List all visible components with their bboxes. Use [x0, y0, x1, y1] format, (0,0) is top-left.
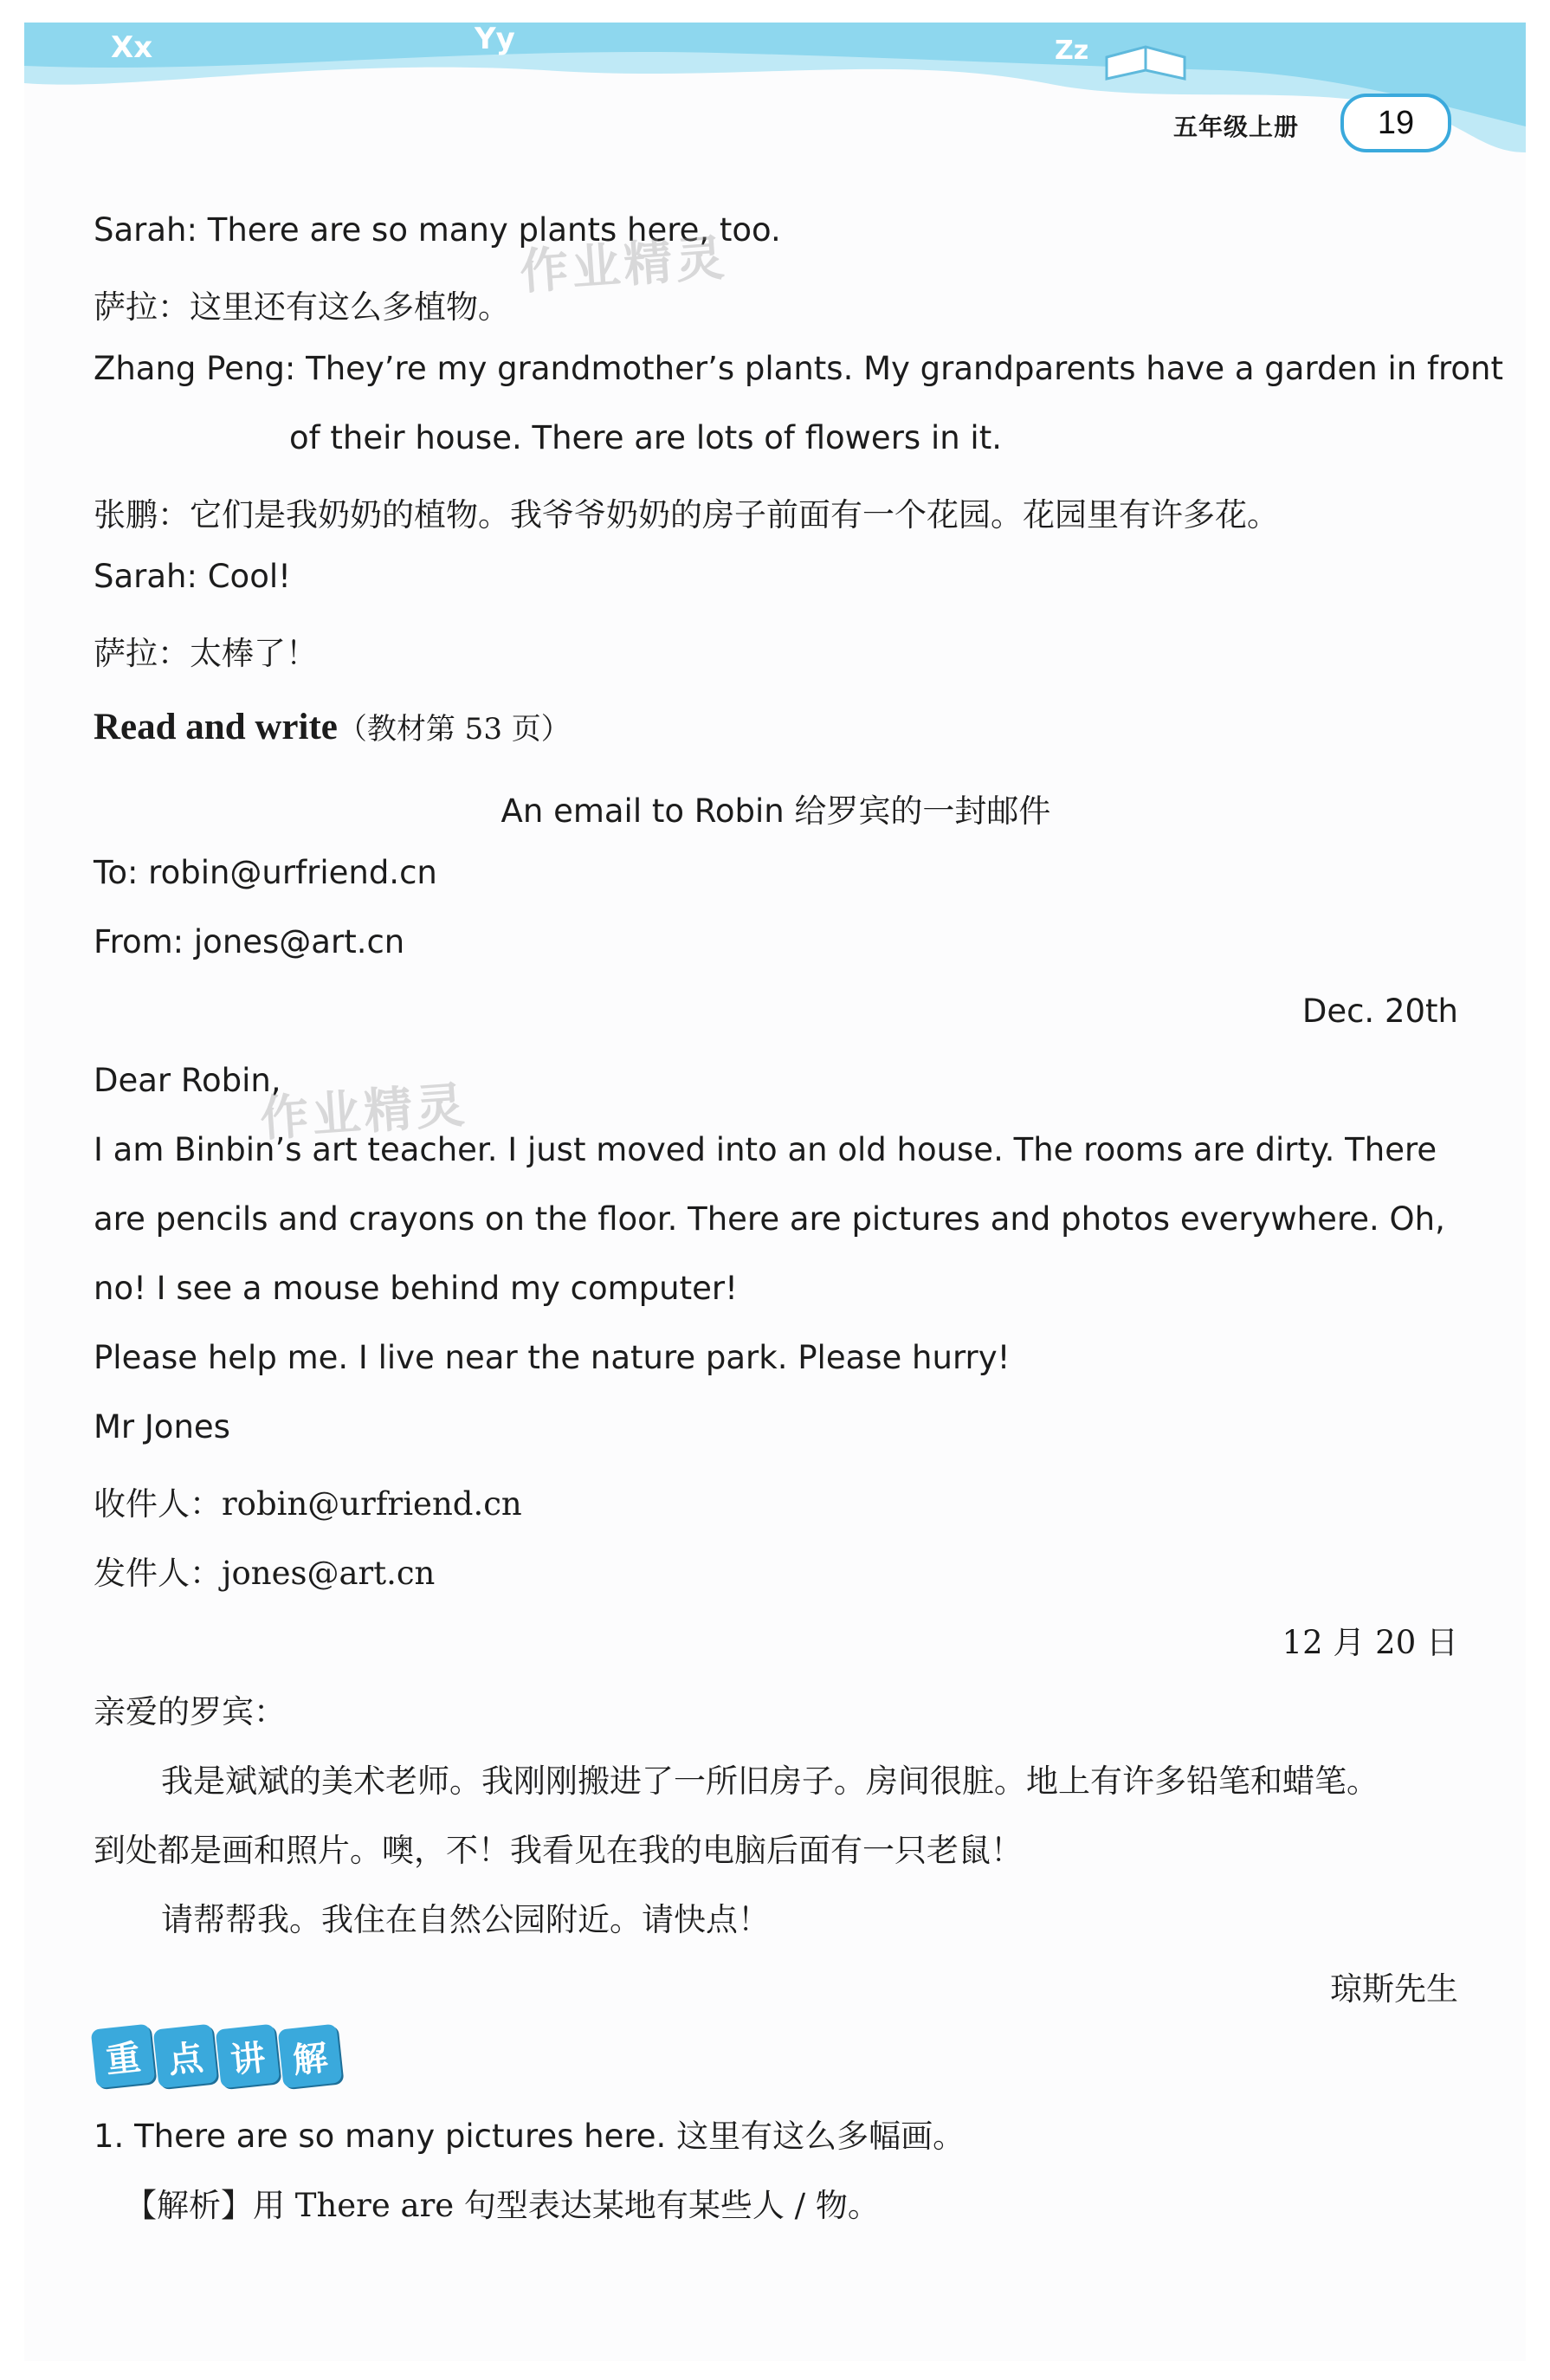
email-to: To: robin@urfriend.cn [94, 854, 437, 891]
email-body-line: no! I see a mouse behind my computer! [94, 1270, 738, 1307]
badge-char: 点 [153, 2024, 218, 2089]
grade-label: 五年级上册 [1173, 113, 1300, 141]
badge-char: 讲 [216, 2024, 281, 2089]
badge-char: 解 [278, 2024, 343, 2089]
key-point-analysis: 【解析】用 There are 句型表达某地有某些人 / 物。 [125, 2187, 880, 2224]
key-points-badge [94, 2027, 339, 2089]
email-cn-body-line: 请帮帮我。我住在自然公园附近。请快点！ [161, 1901, 770, 1938]
decor-letter-zz: Zz [1055, 36, 1089, 66]
email-title: An email to Robin 给罗宾的一封邮件 [501, 792, 1051, 830]
section-heading [94, 705, 571, 748]
dialogue-translation: 萨拉：这里还有这么多植物。 [94, 288, 510, 326]
page-header [24, 23, 1526, 170]
dialogue-line-continued: of their house. There are lots of flowers in it. [289, 419, 1002, 456]
email-cn-date: 12 月 20 日 [1282, 1624, 1458, 1661]
email-date: Dec. 20th [1301, 993, 1458, 1030]
email-body-line: Please help me. I live near the nature park. Please hurry! [94, 1339, 1011, 1376]
email-greeting: Dear Robin, [94, 1062, 281, 1099]
email-cn-to: 收件人：robin@urfriend.cn [94, 1485, 522, 1523]
email-cn-body-line: 我是斌斌的美术老师。我刚刚搬进了一所旧房子。房间很脏。地上有许多铅笔和蜡笔。 [161, 1762, 1379, 1800]
decor-letter-xx: Xx [111, 30, 153, 65]
section-reference: （教材第 53 页） [337, 712, 571, 747]
email-cn-signature: 琼斯先生 [1330, 1970, 1458, 2008]
email-cn-from: 发件人：jones@art.cn [94, 1555, 436, 1592]
watermark: 作业精灵 [258, 1077, 470, 1148]
email-cn-greeting: 亲爱的罗宾： [94, 1693, 286, 1730]
dialogue-translation: 张鹏：它们是我奶奶的植物。我爷爷奶奶的房子前面有一个花园。花园里有许多花。 [94, 496, 1279, 534]
email-signature: Mr Jones [94, 1408, 230, 1445]
badge-char: 重 [91, 2024, 156, 2089]
key-point-item: 1. There are so many pictures here. 这里有这么多幅画。 [94, 2118, 966, 2155]
dialogue-translation: 萨拉：太棒了！ [94, 635, 318, 672]
dialogue-line: Sarah: There are so many plants here, too. [94, 211, 781, 249]
dialogue-line: Zhang Peng: They’re my grandmother’s plants. My grandparents have a garden in front [94, 350, 1503, 387]
section-title: Read and write [94, 707, 338, 747]
header-wave [24, 23, 1526, 170]
email-body-line: I am Binbin’s art teacher. I just moved into an old house. The rooms are dirty. There [94, 1131, 1437, 1168]
email-from: From: jones@art.cn [94, 923, 405, 960]
decor-letter-yy: Yy [475, 23, 515, 56]
email-cn-body-line: 到处都是画和照片。噢，不！我看见在我的电脑后面有一只老鼠！ [94, 1832, 1023, 1869]
email-body-line: are pencils and crayons on the floor. There are pictures and photos everywhere. Oh, [94, 1200, 1445, 1238]
page-number: 19 [1340, 94, 1451, 152]
dialogue-line: Sarah: Cool! [94, 558, 291, 595]
watermark: 作业精灵 [518, 230, 730, 301]
